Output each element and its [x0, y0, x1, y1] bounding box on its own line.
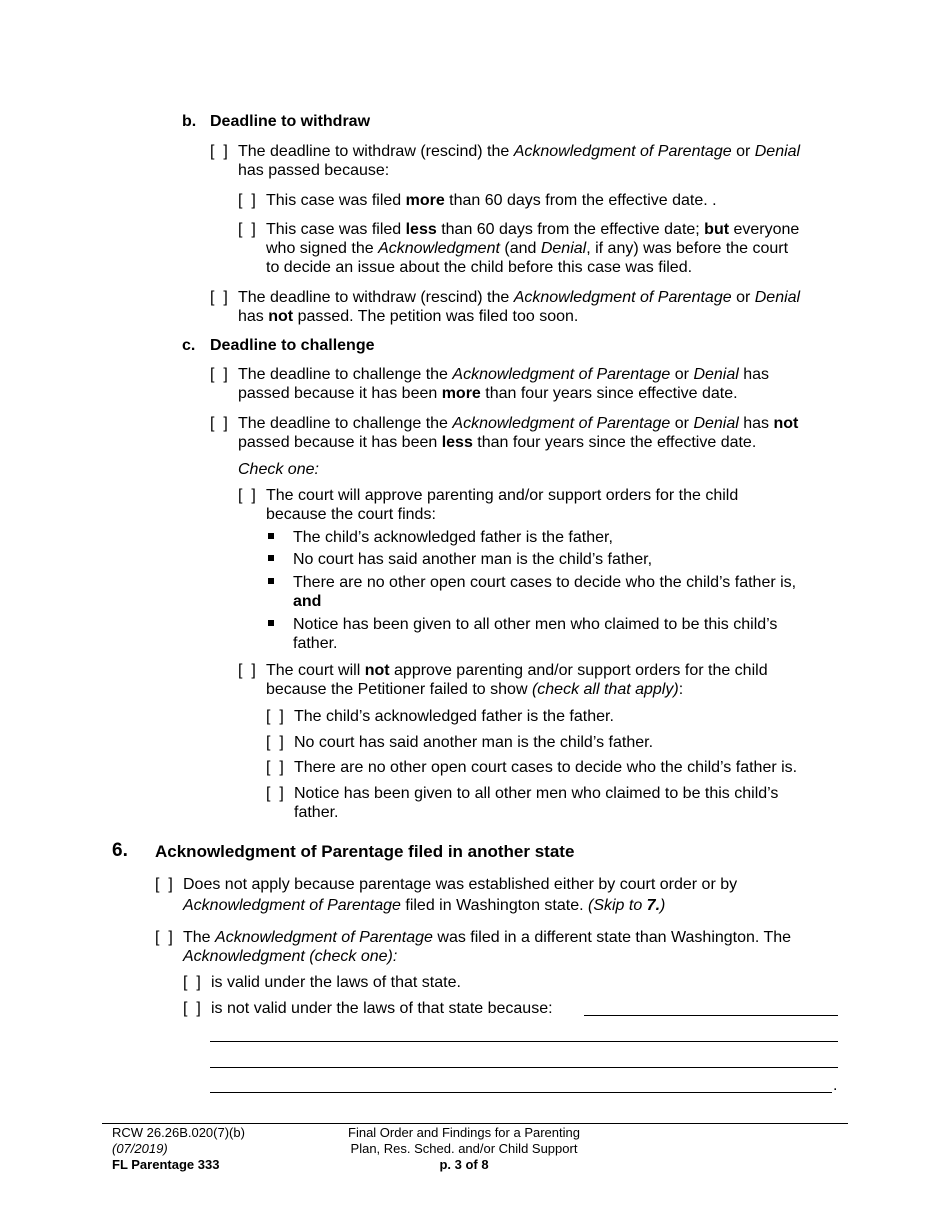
- checkbox[interactable]: [ ]: [155, 929, 173, 946]
- c-opt2-line2: passed because it has been less than four years since the effective date.: [238, 434, 757, 451]
- approve-bullet: The child’s acknowledged father is the father,: [293, 529, 613, 546]
- section-c-label: c.: [182, 337, 196, 354]
- s6-opt2-line2: Acknowledgment (check one):: [183, 948, 398, 965]
- s6-opt1-line2: Acknowledgment of Parentage filed in Washington state. (Skip to 7.): [183, 897, 666, 914]
- approve-bullet: No court has said another man is the child’s father,: [293, 551, 653, 568]
- checkbox[interactable]: [ ]: [266, 759, 284, 776]
- checkbox[interactable]: [ ]: [183, 974, 201, 991]
- reason-input-line[interactable]: [210, 1067, 838, 1068]
- not-approve-item: No court has said another man is the child’s father.: [294, 734, 654, 751]
- approve-bullet: Notice has been given to all other men who claimed to be this child’s: [293, 616, 778, 633]
- checkbox[interactable]: [ ]: [210, 415, 228, 432]
- checkbox[interactable]: [ ]: [238, 221, 256, 238]
- checkbox[interactable]: [ ]: [266, 708, 284, 725]
- not-approve-item-line2: father.: [294, 804, 339, 821]
- checkbox[interactable]: [ ]: [238, 662, 256, 679]
- checkbox[interactable]: [ ]: [155, 876, 173, 893]
- bullet-icon: [268, 578, 274, 584]
- b-sub2-line2: who signed the Acknowledgment (and Denial, if any) was before the court: [266, 240, 789, 257]
- approve-bullet: There are no other open court cases to decide who the child’s father is,: [293, 574, 797, 591]
- section-6-title: Acknowledgment of Parentage filed in another state: [155, 842, 575, 861]
- footer-page-number: p. 3 of 8: [439, 1157, 489, 1172]
- approve-bullet-and: and: [293, 593, 322, 610]
- s6-valid-text: is valid under the laws of that state.: [211, 974, 461, 991]
- end-period: .: [833, 1077, 838, 1094]
- c-opt1-text: The deadline to challenge the Acknowledgment of Parentage or Denial has: [238, 366, 770, 383]
- not-approve-item: There are no other open court cases to decide who the child’s father is.: [294, 759, 798, 776]
- footer-title: Final Order and Findings for a Parenting: [348, 1125, 580, 1140]
- reason-input-line[interactable]: [584, 1015, 838, 1016]
- checkbox[interactable]: [ ]: [266, 734, 284, 751]
- b-opt2-line2: has not passed. The petition was filed too soon.: [238, 308, 579, 325]
- b-sub1-text: This case was filed more than 60 days from the effective date. .: [266, 192, 717, 209]
- section-c-title: Deadline to challenge: [210, 337, 375, 354]
- footer-date: (07/2019): [112, 1141, 168, 1156]
- s6-not-valid-text: is not valid under the laws of that state because:: [211, 1000, 553, 1017]
- check-one-label: Check one:: [238, 461, 319, 478]
- not-approve-item: Notice has been given to all other men who claimed to be this child’s: [294, 785, 779, 802]
- footer-form-id: FL Parentage 333: [112, 1157, 220, 1172]
- checkbox[interactable]: [ ]: [238, 192, 256, 209]
- checkbox[interactable]: [ ]: [210, 143, 228, 160]
- reason-input-line[interactable]: [210, 1041, 838, 1042]
- checkbox[interactable]: [ ]: [183, 1000, 201, 1017]
- s6-opt1-text: Does not apply because parentage was established either by court order or by: [183, 876, 738, 893]
- section-6-number: 6.: [112, 840, 128, 861]
- b-opt1-text: The deadline to withdraw (rescind) the Acknowledgment of Parentage or Denial: [238, 143, 801, 160]
- s6-opt2-text: The Acknowledgment of Parentage was filed in a different state than Washington. The: [183, 929, 792, 946]
- section-b-title: Deadline to withdraw: [210, 113, 371, 130]
- checkbox[interactable]: [ ]: [238, 487, 256, 504]
- not-approve-text: The court will not approve parenting and/or support orders for the child: [266, 662, 768, 679]
- c-opt1-line2: passed because it has been more than four years since effective date.: [238, 385, 738, 402]
- approve-line2: because the court finds:: [266, 506, 436, 523]
- section-b-label: b.: [182, 113, 197, 130]
- bullet-icon: [268, 555, 274, 561]
- checkbox[interactable]: [ ]: [210, 289, 228, 306]
- footer-divider: [102, 1123, 848, 1124]
- approve-bullet-line2: father.: [293, 635, 338, 652]
- checkbox[interactable]: [ ]: [210, 366, 228, 383]
- not-approve-item: The child’s acknowledged father is the father.: [294, 708, 614, 725]
- reason-input-line[interactable]: [210, 1092, 832, 1093]
- b-sub2-text: This case was filed less than 60 days from the effective date; but everyone: [266, 221, 800, 238]
- bullet-icon: [268, 533, 274, 539]
- checkbox[interactable]: [ ]: [266, 785, 284, 802]
- b-opt2-text: The deadline to withdraw (rescind) the Acknowledgment of Parentage or Denial: [238, 289, 801, 306]
- b-sub2-line3: to decide an issue about the child before this case was filed.: [266, 259, 693, 276]
- not-approve-line2: because the Petitioner failed to show (check all that apply):: [266, 681, 684, 698]
- footer-rcw: RCW 26.26B.020(7)(b): [112, 1125, 245, 1140]
- c-opt2-text: The deadline to challenge the Acknowledgment of Parentage or Denial has not: [238, 415, 799, 432]
- footer-title-line2: Plan, Res. Sched. and/or Child Support: [350, 1141, 578, 1156]
- bullet-icon: [268, 620, 274, 626]
- approve-text: The court will approve parenting and/or support orders for the child: [266, 487, 739, 504]
- b-opt1-line2: has passed because:: [238, 162, 390, 179]
